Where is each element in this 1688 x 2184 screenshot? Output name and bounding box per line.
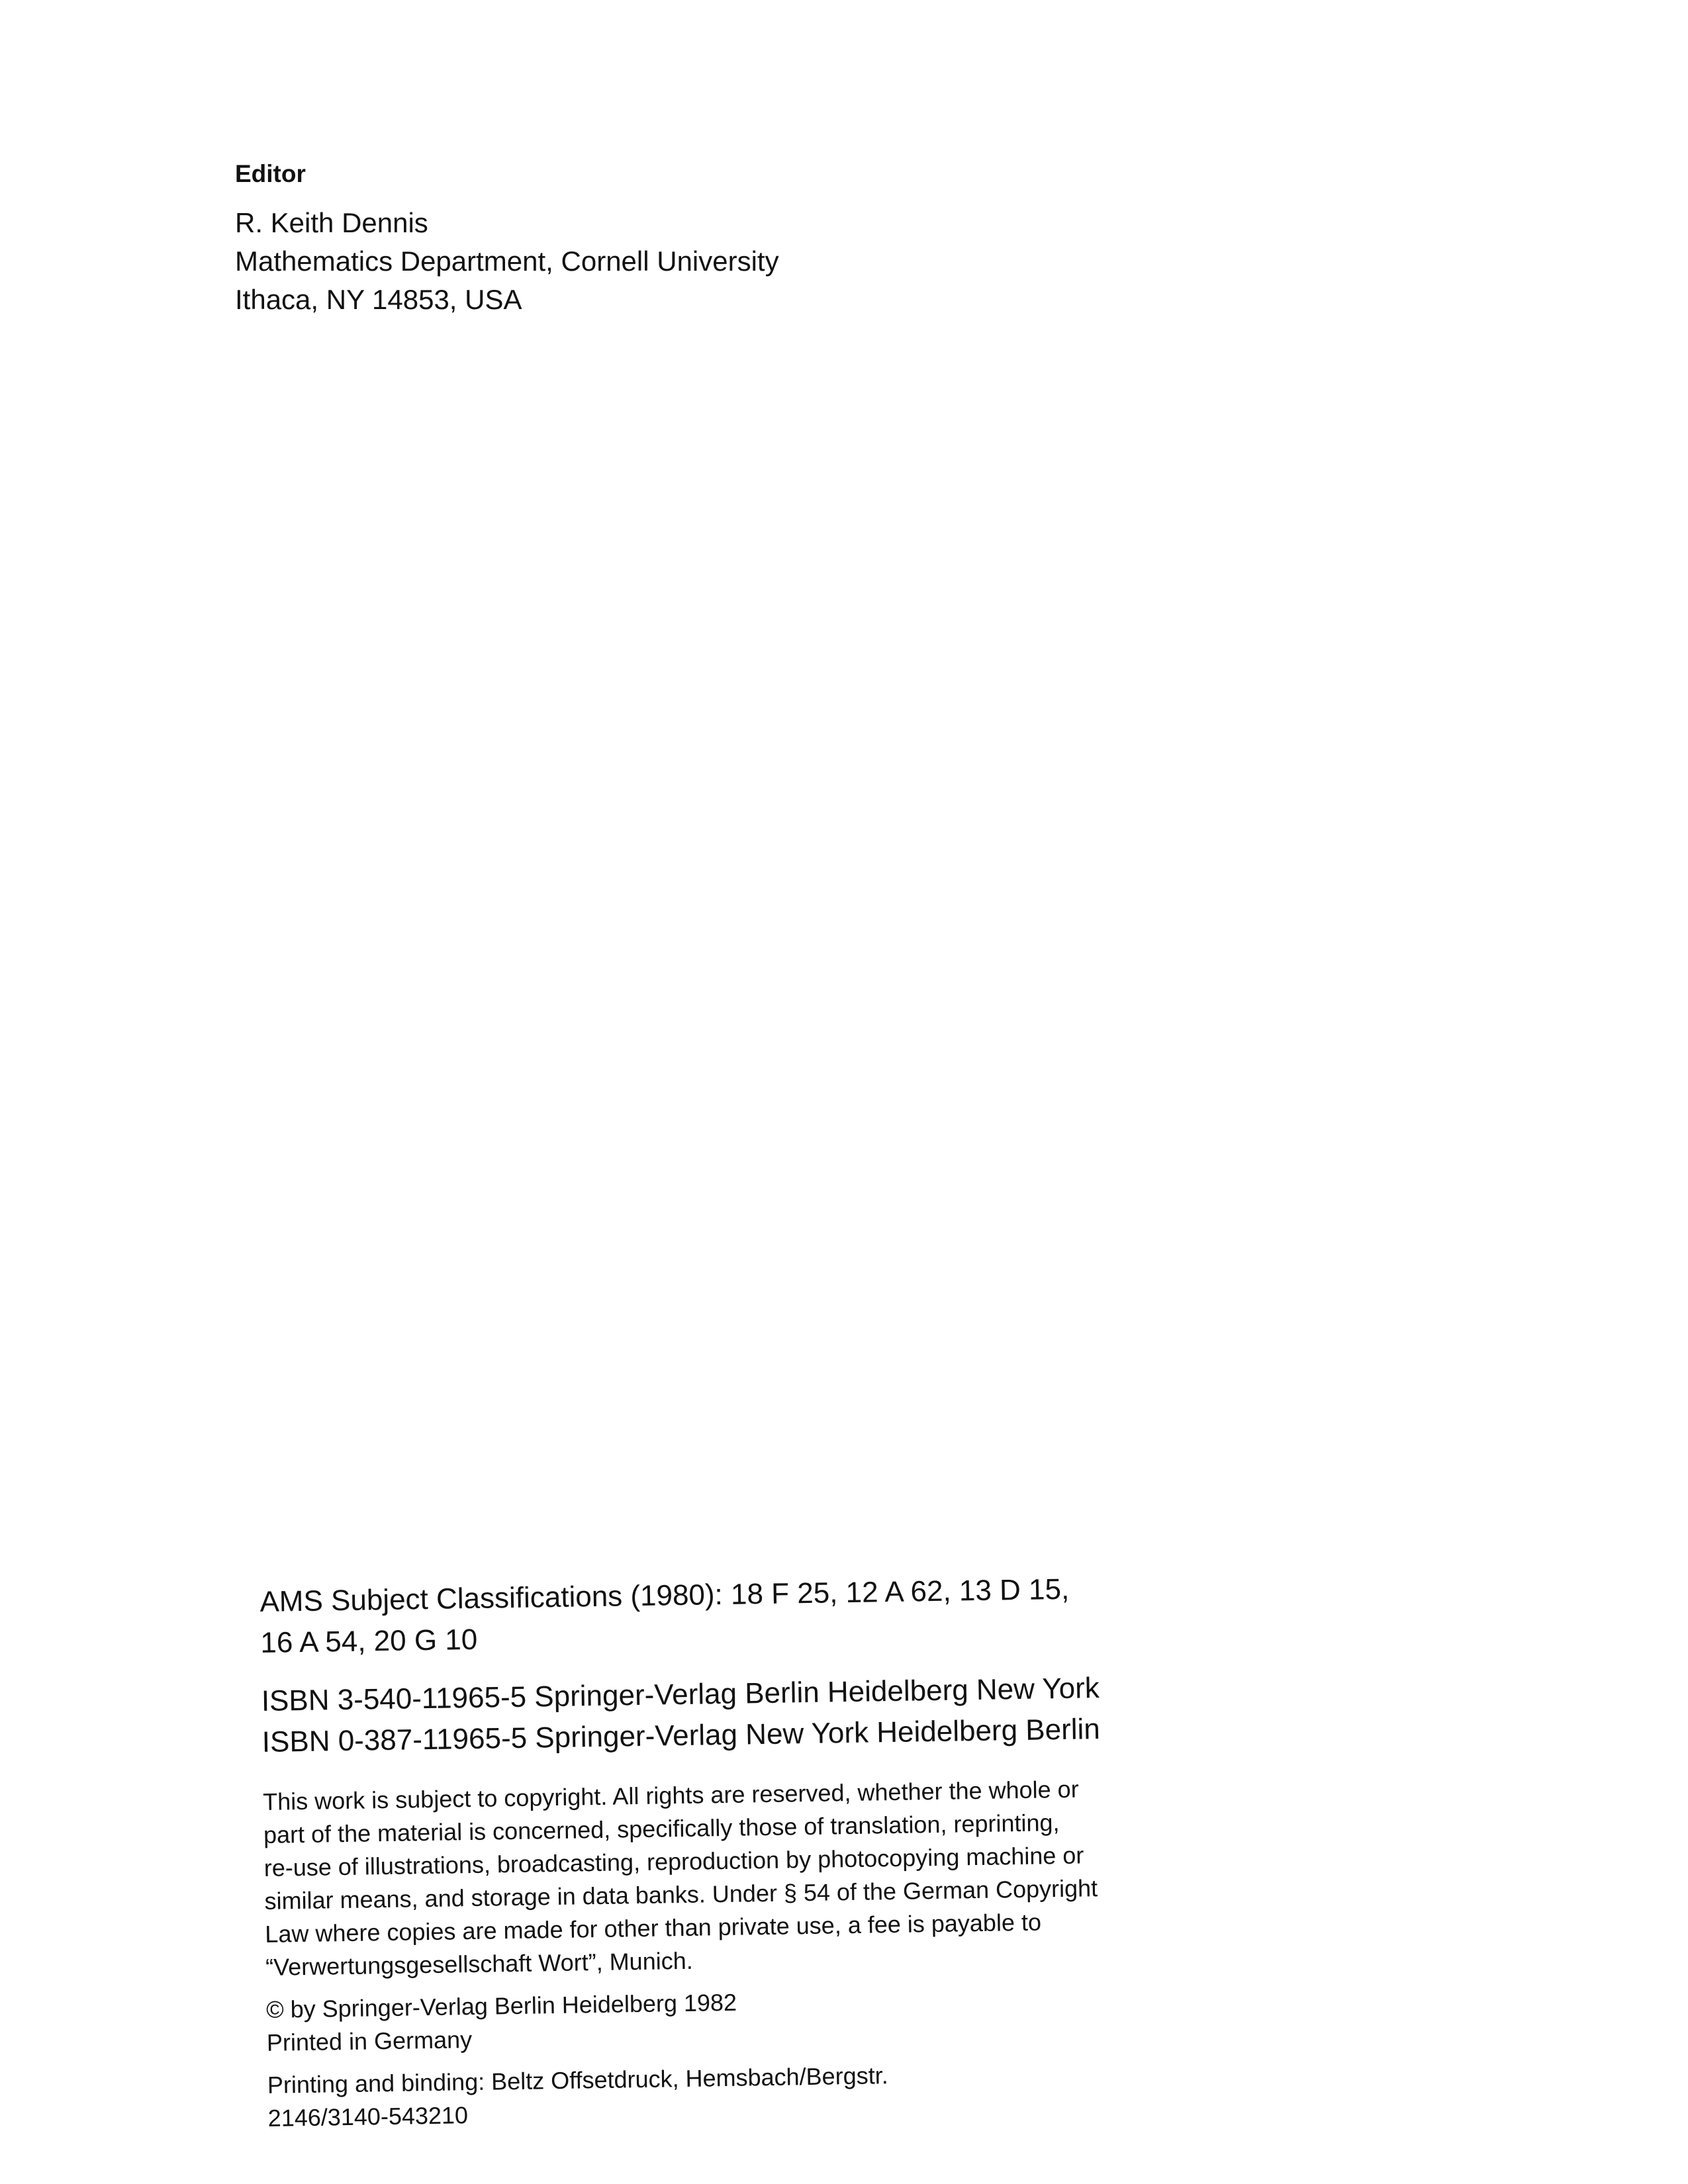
editor-block <box>235 158 1096 319</box>
editor-department: Mathematics Department, Cornell University <box>235 246 779 277</box>
editor-heading: Editor <box>235 160 306 187</box>
copyright-line: “Verwertungsgesellschaft Wort”, Munich. <box>265 1946 693 1981</box>
publisher-copyright-line: © by Springer-Verlag Berlin Heidelberg 1982 <box>265 1988 737 2023</box>
ams-classifications <box>259 1567 1221 1664</box>
editor-name: R. Keith Dennis <box>235 207 428 238</box>
copyright-notice <box>263 1770 1226 1984</box>
copyright-line: part of the material is concerned, specifically those of translation, reprinting, <box>263 1809 1060 1848</box>
copyright-line: Law where copies are made for other than private use, a fee is payable to <box>265 1908 1042 1948</box>
printed-in-line: Printed in Germany <box>266 2026 473 2056</box>
ams-line: 16 A 54, 20 G 10 <box>260 1623 478 1659</box>
printing-info <box>267 2054 1228 2135</box>
isbn-list <box>261 1666 1222 1763</box>
copyright-line: This work is subject to copyright. All rights are reserved, whether the whole or <box>262 1775 1079 1815</box>
ams-line: AMS Subject Classifications (1980): 18 F 25, 12 A 62, 13 D 15, <box>259 1572 1070 1618</box>
isbn-line: ISBN 3-540-11965-5 Springer-Verlag Berlin Heidelberg New York <box>261 1672 1100 1717</box>
editor-address: Ithaca, NY 14853, USA <box>235 284 522 315</box>
copyright-line: re-use of illustrations, broadcasting, reproduction by photocopying machine or <box>263 1841 1084 1882</box>
publisher-notice <box>266 1978 1227 2060</box>
printing-binding-line: Printing and binding: Beltz Offsetdruck, Hemsbach/Bergstr. <box>267 2062 888 2099</box>
isbn-line: ISBN 0-387-11965-5 Springer-Verlag New York Heidelberg Berlin <box>261 1713 1101 1758</box>
copyright-line: similar means, and storage in data banks. Under § 54 of the German Copyright <box>264 1874 1098 1915</box>
print-code-line: 2146/3140-543210 <box>267 2101 469 2132</box>
imprint-block <box>259 1567 1228 2135</box>
